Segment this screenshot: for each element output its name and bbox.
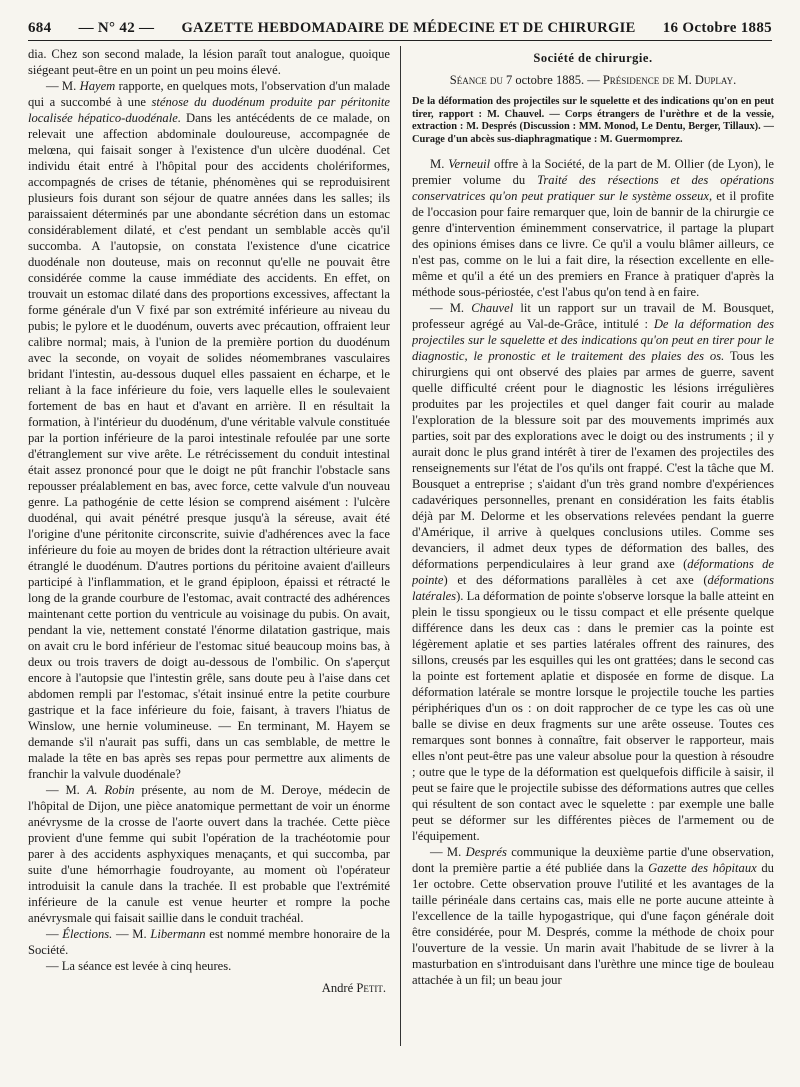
italic-title: sténose du duodénum produite par péritonite localisée hépatico-duodénale.: [28, 95, 390, 125]
speaker-name: A. Robin: [86, 783, 135, 797]
speaker-name: Verneuil: [448, 157, 491, 172]
italic-title: Gazette des hôpitaux: [648, 861, 757, 876]
column-divider: [400, 46, 401, 1046]
italic-title: Traité des résections et des opérations conservatrices qu'on peut pratiquer sur le système osseux: [412, 173, 774, 204]
paragraph-closing: — La séance est levée à cinq heures.: [46, 959, 232, 973]
issue-date: 16 Octobre 1885: [662, 19, 772, 36]
society-heading: Société de chirurgie.: [533, 51, 653, 65]
speaker-name: Libermann: [150, 927, 206, 941]
paragraph-elections: — Élections. — M. Libermann est nommé membre honoraire de la Société.: [28, 927, 390, 957]
paragraph-continuation: dia. Chez son second malade, la lésion paraît tout analogue, quoique siégeant peut-être en un point un peu moins élevé.: [28, 47, 390, 77]
right-column: [412, 46, 774, 1076]
journal-title: GAZETTE HEBDOMADAIRE DE MÉDECINE ET DE CHIRURGIE: [181, 19, 636, 36]
italic-term: déformations latérales: [412, 573, 774, 604]
page-number: 684: [28, 19, 52, 36]
session-line: Séance du 7 octobre 1885. — Présidence de M. Duplay.: [449, 73, 737, 87]
speaker-name: Hayem: [79, 79, 116, 93]
paragraph-chauvel: — M. Chauvel lit un rapport sur un travail de M. Bousquet, professeur agrégé au Val-de-Grâce, intitulé : De la déformation des projectiles sur le squelette et des indications qu'on peut en tirer pour le diagnostic, le pronostic et le traitement des plaies des os. Tous les chirurgiens qui ont observé des plaies par armes de guerre, savent quelle difficulté créent pour le diagnostic les lésions irrégulières produites par les projectiles et quel danger fait courir au malade l'exploration de la blessure soit par des mouvements imprimés aux parties, soit par des explorations avec le doigt ou des instruments ; il y aurait donc le plus grand intérêt à tirer de l'examen des projectiles des renseignements sur l'état de l'os qu'ils ont frappé. C'est la tâche que M. Bousquet a entreprise ; s'aidant d'un très grand nombre d'expériences cadavériques personnelles, prenant en considération les faits établis déjà par M. Delorme et les observations relevées pendant la guerre d'Amérique, il arrive à quelques conclusions utiles. Comme ses devanciers, il admet deux types de déformation des balles, des déformations perpendiculaires à leur grand axe (déformations de pointe) et des déformations parallèles à cet axe (déformations latérales). La déformation de pointe s'observe lorsque la balle atteint en plein le tissu spongieux ou le tissu compact et elle présente quelque différence dans les deux cas : dans le premier cas la pointe est légèrement aplatie et ses parties latérales offrent des rainures, des sillons, creusés par les esquilles qui les ont grattées; dans le second cas la pointe est fortement aplatie et disposée en forme de disque. La déformation latérale se montre lorsque le projectile touche les parties périphériques d'un os : on doit rapprocher de ce type les cas où une balle se divise en deux fragments sur une arête osseuse. Toutes ces remarques sont bonnes à connaître, fait observer le rapporteur, mais elles n'ont peut-être pas une valeur absolue pour la question à résoudre ; outre que le type de la déformation est quelquefois difficile à saisir, il peut se faire que le projectile subisse des déformations autres que celles qui résultent de son contact avec le squelette : par exemple une balle peut se déformer sur les différentes pièces de l'armement ou de l'équipement.: [412, 301, 774, 844]
paragraph-verneuil: M. Verneuil offre à la Société, de la part de M. Ollier (de Lyon), le premier volume du Traité des résections et des opérations conservatrices qu'on peut pratiquer sur le système osseux, et il profite de l'occasion pour faire remarquer que, loin de bannir de la chirurgie ce genre d'intervention éminemment conservatrice, il partage la plupart des opinions émises dans ce livre. Ce qu'il a voulu blâmer ailleurs, ce n'est pas, comme on le lui a fait dire, la résection excellente en elle-même et qu'il a été un des premiers en France à pratiquer d'après la méthode sous-périostée, c'est l'abus qu'on tend à en faire.: [412, 157, 774, 300]
page-header: [28, 16, 772, 41]
left-column: [28, 46, 390, 1076]
italic-term: déformations de pointe: [412, 557, 774, 588]
italic-title: De la déformation des projectiles sur le squelette et des indications qu'on peut en tirer pour le diagnostic, le pronostic et le traitement des plaies des os.: [412, 317, 774, 364]
speaker-name: Després: [465, 845, 507, 860]
paragraph-hayem: — M. Hayem rapporte, en quelques mots, l'observation d'un malade qui a succombé à une sténose du duodénum produite par péritonite localisée hépatico-duodénale. Dans les antécédents de ce malade, on relevait une affection abdominale douloureuse, accompagnée de melœna, qui faisait songer à l'existence d'un ulcère duodénal. Cet individu était entré à l'hôpital pour des accidents cholériformes, accompagnés de crises de tétanie, phénomènes qui se reproduisirent plusieurs fois durant son séjour de quatre années dans les salles; ils paraissaient déterminés par une abondante sécrétion dans un estomac considérablement dilaté, et c'est pendant un semblable accès qu'il succomba. A l'autopsie, on constata l'existence d'une cicatrice duodénale non douteuse, mais on reconnut qu'elle ne pouvait être considérée comme la cause immédiate des accidents. En effet, on trouvait un estomac dilaté dans des proportions excessives, affectant la forme générale d'un V fixé par son extrémité inférieure au niveau du pubis; le pylore et le duodénum, ouverts avec précaution, offraient leur calibre normal; mais, à l'union de la première portion du duodénum avec la seconde, on voyait de solides néomembranes vasculaires bridant l'intestin, au-dessous duquel elles passaient en écharpe, et le reliant à la face inférieure du foie, vers laquelle elles le soulevaient fortement de bas en haut et d'avant en arrière. Il en résultait la formation, à l'intérieur du duodénum, d'une véritable valvule constituée par la portion inférieure de la paroi intestinale refoulée par une sorte d'étranglement sur vive arête. Le rétrécissement du conduit intestinal était assez prononcé pour que le doigt ne pût franchir l'obstacle sans repousser préalablement en bas, avec force, cette valvule d'un nouveau genre. La pathogénie de cette lésion se comprend aisément : l'ulcère duodénal, qui avait pénétré presque jusqu'à la séreuse, avait été l'origine d'une péritonite circonscrite, suivie d'adhérences avec la face inférieure du foie au moyen de brides dont la rétraction ultérieure avait étranglé le duodénum. D'autres portions du péritoine avaient d'ailleurs participé à l'inflammation, et le grand épiploon, épaissi et rétracté le long de la grande courbure de l'estomac, avait contracté des adhérences maintenant cette portion du ventricule au voisinage du pubis. On avait, pendant la vie, nettement constaté l'énorme dilatation gastrique, mais on avait cru le bord inférieur de l'estomac situé beaucoup moins bas, à deux ou trois travers de doigt au-dessous de l'ombilic. On s'aperçut encore à l'autopsie que l'intestin grêle, sans doute peu à l'aise dans cet abdomen rempli par l'estomac, s'était insinué entre la petite courbure gastrique et la face inférieure du foie, faisant, à travers l'hiatus de Winslow, une hernie volumineuse. — En terminant, M. Hayem se demande s'il n'aurait pas suffi, dans un cas semblable, de mettre le malade la tête en bas après ses repas pour permettre aux aliments de franchir la valvule duodénale?: [28, 79, 390, 781]
speaker-name: Chauvel: [471, 301, 514, 316]
section-label: Élections.: [62, 927, 113, 941]
session-agenda: De la déformation des projectiles sur le squelette et des indications qu'on en peut tirer, rapport : M. Chauvel. — Corps étrangers de l'urèthre et de la vessie, extraction : M. Després (Discussion : MM. Monod, Le Dentu, Berger, Tillaux). — Curage d'un abcès sus-diaphragmatique : M. Guermomprez.: [412, 96, 774, 145]
author-signature: André Petit.: [321, 981, 386, 995]
paragraph-robin: — M. A. Robin présente, au nom de M. Deroye, médecin de l'hôpital de Dijon, une pièce anatomique permettant de voir un énorme anévrysme de la crosse de l'aorte ouvert dans la trachée. Cette pièce provient d'une femme qui subit l'opération de la trachéotomie pour parer à des accidents asphyxiques menaçants, et qui succomba, par suite d'une hémorrhagie foudroyante, au moment où l'opérateur introduisit la canule dans la trachée. Il est probable que l'extrémité inférieure de la canule est venue heurter et rompre la poche anévrysmale qui faisait saillie dans le conduit trachéal.: [28, 783, 390, 925]
issue-number: — N° 42 —: [78, 19, 155, 36]
paragraph-despres: — M. Després communique la deuxième partie d'une observation, dont la première partie a été publiée dans la Gazette des hôpitaux du 1er octobre. Cette observation prouve l'utilité et les avantages de la taille périnéale dans certains cas, mais elle ne porte aucune atteinte à l'excellence de la taille hypogastrique, qui d'une façon générale doit être considérée, pour M. Després, comme la méthode de choix pour l'ouverture de la vessie. Un marin avait l'habitude de se livrer à la masturbation en s'introduisant dans l'urèthre une mince tige de bouleau attachée à un fil; un beau jour: [412, 845, 774, 988]
